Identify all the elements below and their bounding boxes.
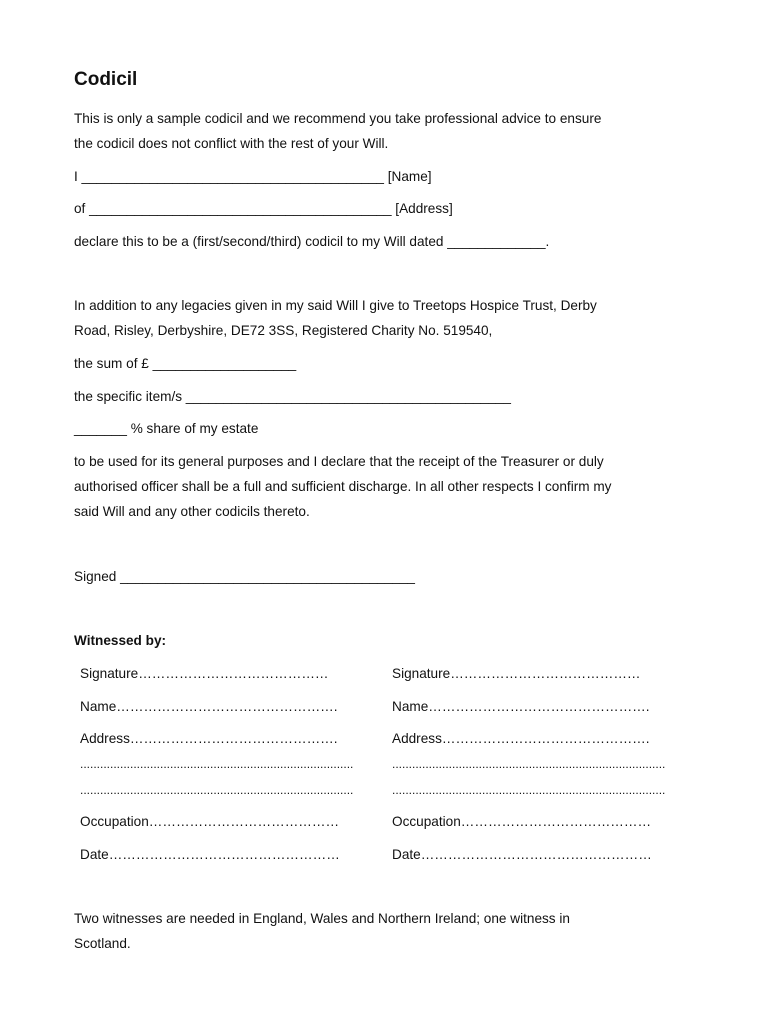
footnote-line-2: Scotland. [74,936,131,951]
footnote-line-1: Two witnesses are needed in England, Wales and Northern Ireland; one witness in [74,911,570,926]
purposes-line-1: to be used for its general purposes and I declare that the receipt of the Treasurer or duly [74,454,604,469]
witness-right-signature: Signature…………………………………… [392,666,641,681]
witness-left-name: Name…………………………………………. [80,699,338,714]
witnessed-heading: Witnessed by: [74,633,167,648]
intro-line-2: the codicil does not conflict with the rest of your Will. [74,136,389,151]
sum-field-line: the sum of £ ___________________ [74,356,297,371]
signed-field-line: Signed _______________________________________ [74,569,415,584]
witness-left-signature: Signature…………………………………… [80,666,329,681]
declaration-line: declare this to be a (first/second/third) codicil to my Will dated _____________. [74,234,550,249]
witness-left-date: Date…………………………………………… [80,847,340,862]
legacy-line-2: Road, Risley, Derbyshire, DE72 3SS, Registered Charity No. 519540, [74,323,493,338]
witness-right-address-cont-1: .................................................................................. [392,757,666,771]
witness-right-occupation: Occupation…………………………………… [392,814,652,829]
witness-left-occupation: Occupation…………………………………… [80,814,340,829]
name-field-line: I ________________________________________ [Name] [74,169,432,184]
witness-left-address-cont-2: .................................................................................. [80,783,354,797]
witness-right-address: Address………………………………………. [392,731,650,746]
legacy-line-1: In addition to any legacies given in my said Will I give to Treetops Hospice Trust, Derby [74,298,597,313]
witness-left-address-cont-1: .................................................................................. [80,757,354,771]
item-field-line: the specific item/s ___________________________________________ [74,389,511,404]
purposes-line-2: authorised officer shall be a full and sufficient discharge. In all other respects I confirm my [74,479,612,494]
purposes-line-3: said Will and any other codicils thereto. [74,504,310,519]
document-title: Codicil [74,69,138,90]
share-field-line: _______ % share of my estate [74,421,259,436]
intro-line-1: This is only a sample codicil and we recommend you take professional advice to ensure [74,111,602,126]
witness-right-address-cont-2: .................................................................................. [392,783,666,797]
witness-right-date: Date…………………………………………… [392,847,652,862]
witness-right-name: Name…………………………………………. [392,699,650,714]
witness-left-address: Address………………………………………. [80,731,338,746]
address-field-line: of ________________________________________ [Address] [74,201,453,216]
